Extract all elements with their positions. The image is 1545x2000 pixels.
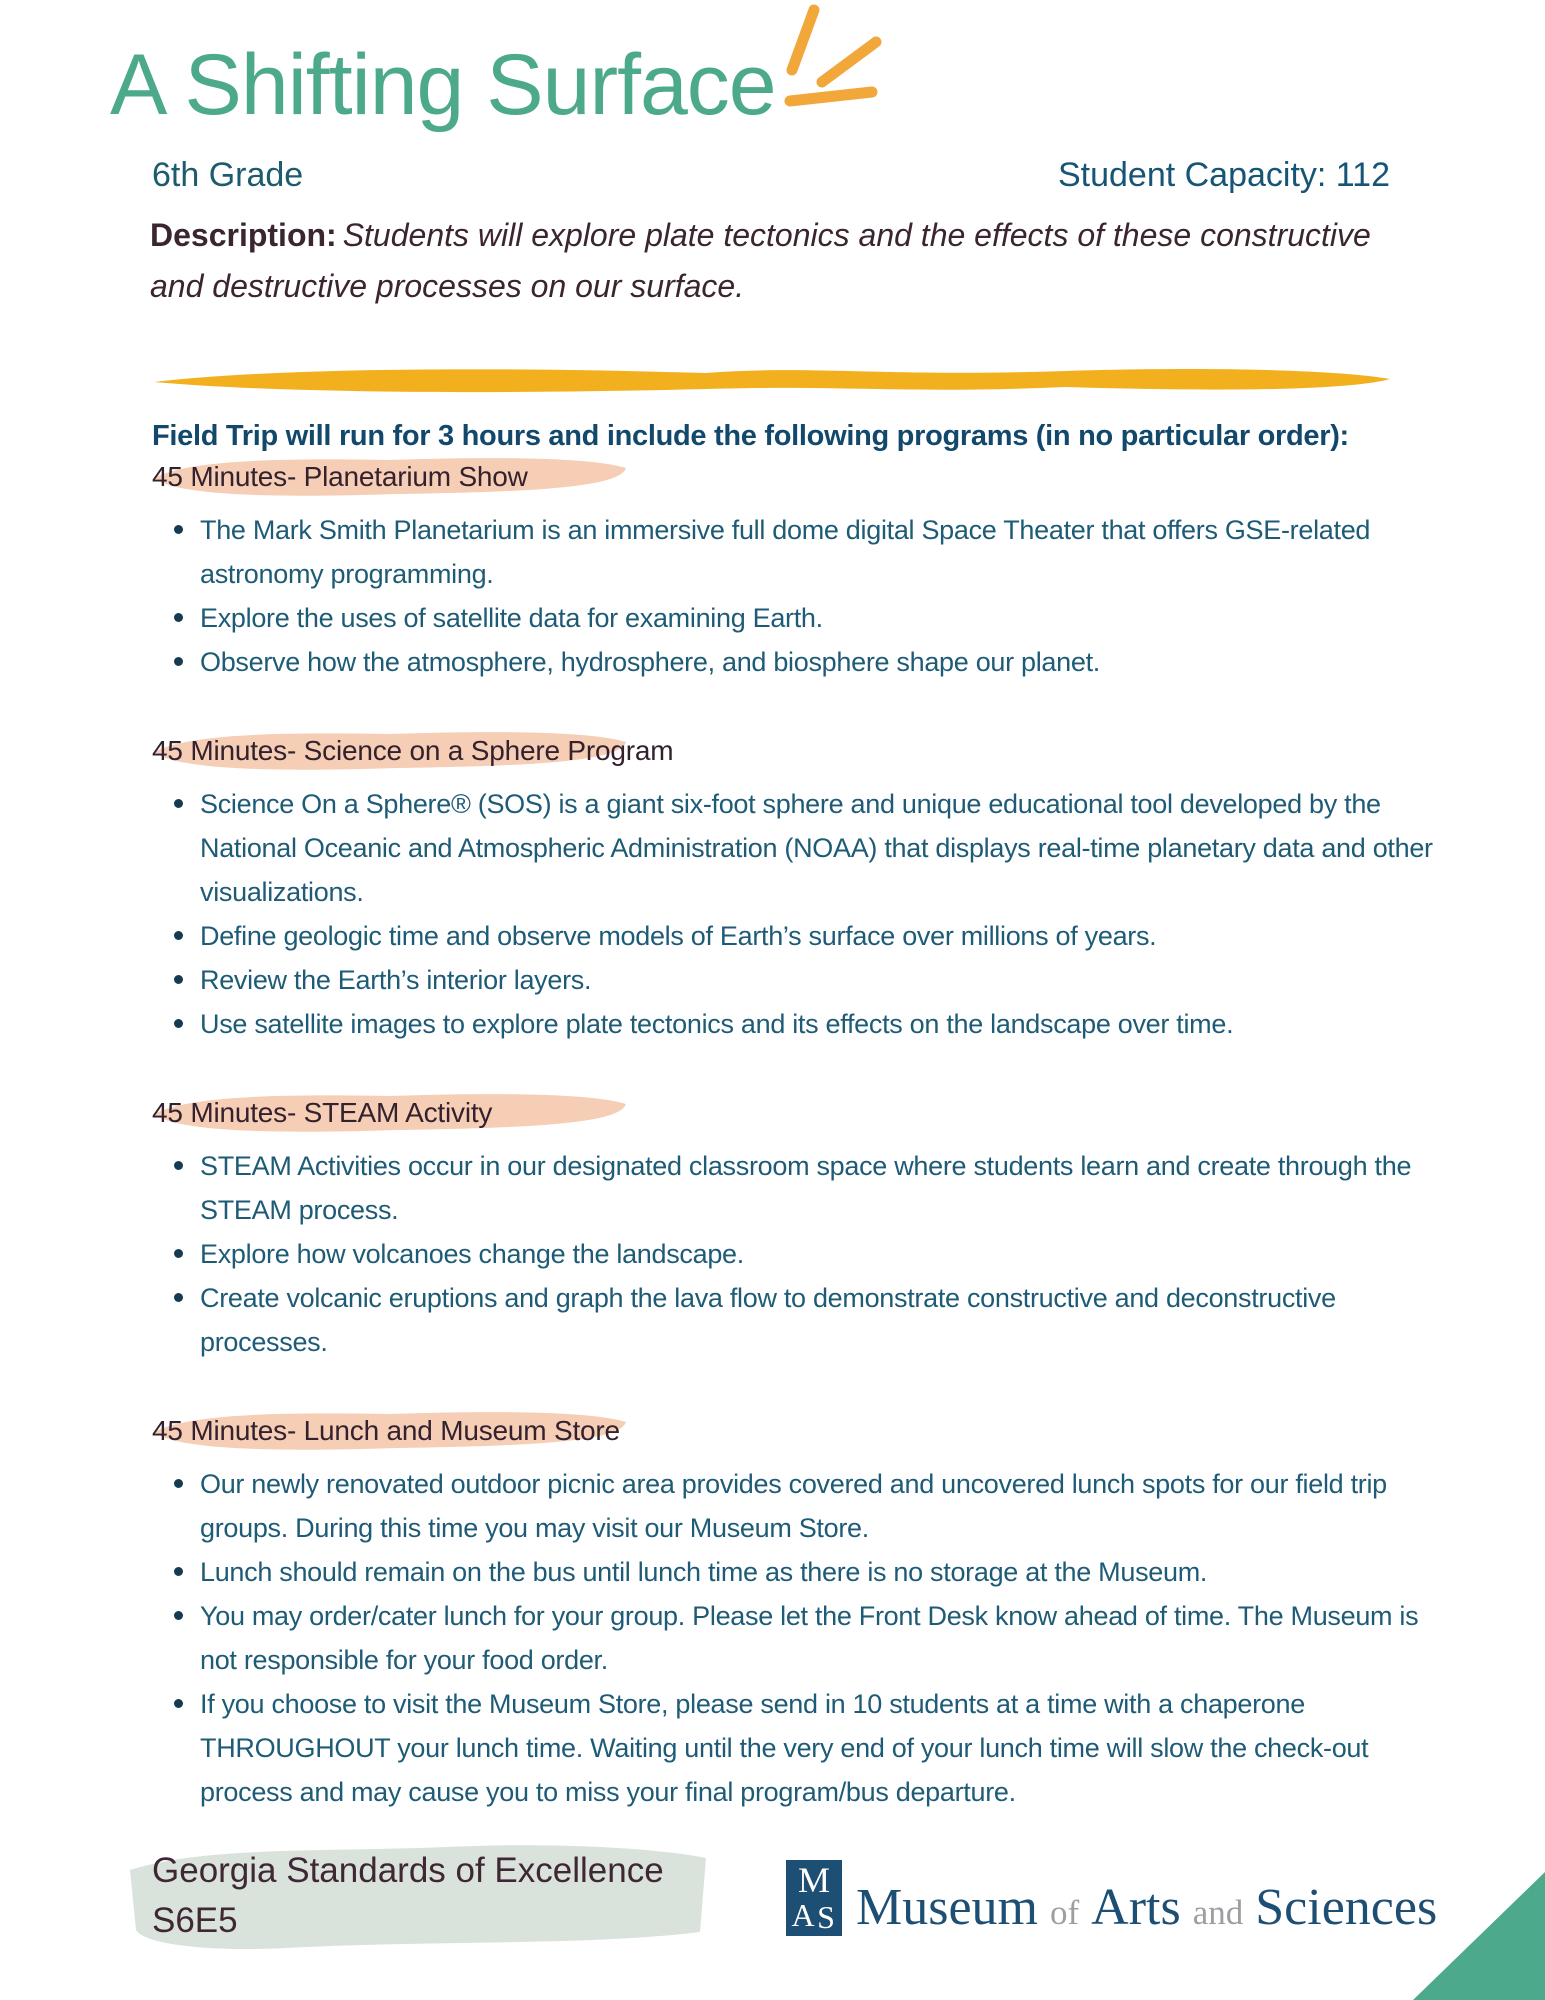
bullet-item: Define geologic time and observe models of Earth’s surface over millions of years. [178,914,1452,958]
logo-word-arts: Arts [1091,1879,1181,1936]
section-header [148,1088,632,1136]
bullet-item: You may order/cater lunch for your group. Please let the Front Desk know ahead of time. The Museum is not responsible for your food order. [178,1594,1452,1682]
section-planetarium-show [148,452,1452,684]
bullet-item: Science On a Sphere® (SOS) is a giant six-foot sphere and unique educational tool developed by the National Oceanic and Atmospheric Administration (NOAA) that displays real-time planetary data and other visualizations. [178,782,1452,914]
program-sections [148,452,1452,1856]
bullet-item: Observe how the atmosphere, hydrosphere, and biosphere shape our planet. [178,640,1452,684]
bullet-item: Create volcanic eruptions and graph the lava flow to demonstrate constructive and deconstructive processes. [178,1276,1452,1364]
bullet-item: Use satellite images to explore plate tectonics and its effects on the landscape over time. [178,1002,1452,1046]
grade-label: 6th Grade [152,156,304,194]
student-capacity: Student Capacity: 112 [1057,156,1390,194]
logo-word-of: of [1050,1893,1080,1932]
standards-block [126,1838,712,1956]
museum-logo [786,1848,1437,1937]
sparkle-icon [752,4,887,110]
logo-word-sciences: Sciences [1255,1879,1438,1936]
mas-monogram-icon [786,1860,842,1936]
bullet-list [148,782,1452,1046]
section-header [148,726,674,774]
bullet-item: Explore the uses of satellite data for examining Earth. [178,596,1452,640]
section-science-on-a-sphere [148,726,1452,1046]
bullet-list [148,1144,1452,1364]
description-text: Students will explore plate tectonics and the effects of these constructive and destructive processes on our surface. [150,217,1371,304]
bullet-item: If you choose to visit the Museum Store, please send in 10 students at a time with a chaperone THROUGHOUT your lunch time. Waiting until the very end of your lunch time will slow the check-out process and may cause you to miss your final program/bus departure. [178,1682,1452,1814]
bullet-item: Our newly renovated outdoor picnic area provides covered and uncovered lunch spots for our field trip groups. During this time you may visit our Museum Store. [178,1462,1452,1550]
svg-text:S: S [817,1899,835,1935]
intro-heading: Field Trip will run for 3 hours and include the following programs (in no particular order): [152,420,1349,452]
section-title: 45 Minutes- STEAM Activity [152,1097,493,1128]
bullet-item: The Mark Smith Planetarium is an immersive full dome digital Space Theater that offers GSE-related astronomy programming. [178,508,1452,596]
section-header [148,452,632,500]
bullet-item: STEAM Activities occur in our designated classroom space where students learn and create through the STEAM process. [178,1144,1452,1232]
section-lunch-museum-store [148,1406,1452,1814]
standards-line2: S6E5 [152,1901,238,1940]
logo-word-museum: Museum [856,1879,1038,1936]
standards-line1: Georgia Standards of Excellence [152,1851,664,1890]
logo-word-and: and [1192,1893,1244,1932]
bullet-list [148,508,1452,684]
meta-row [152,156,1390,195]
section-title: 45 Minutes- Lunch and Museum Store [152,1415,620,1446]
yellow-brush-divider [146,362,1398,400]
bullet-item: Review the Earth’s interior layers. [178,958,1452,1002]
section-title: 45 Minutes- Planetarium Show [152,461,528,492]
bullet-item: Explore how volcanoes change the landscape. [178,1232,1452,1276]
page-title: A Shifting Surface [110,37,776,133]
svg-text:A: A [791,1897,815,1933]
section-header [148,1406,632,1454]
svg-text:M: M [797,1860,831,1900]
corner-triangle-decoration [1413,1872,1545,2000]
bullet-item: Lunch should remain on the bus until lunch time as there is no storage at the Museum. [178,1550,1452,1594]
description [150,210,1415,312]
section-steam-activity [148,1088,1452,1364]
bullet-list [148,1462,1452,1814]
description-label: Description: [150,217,337,253]
section-title: 45 Minutes- Science on a Sphere Program [152,735,674,766]
standards-text [126,1838,712,1946]
